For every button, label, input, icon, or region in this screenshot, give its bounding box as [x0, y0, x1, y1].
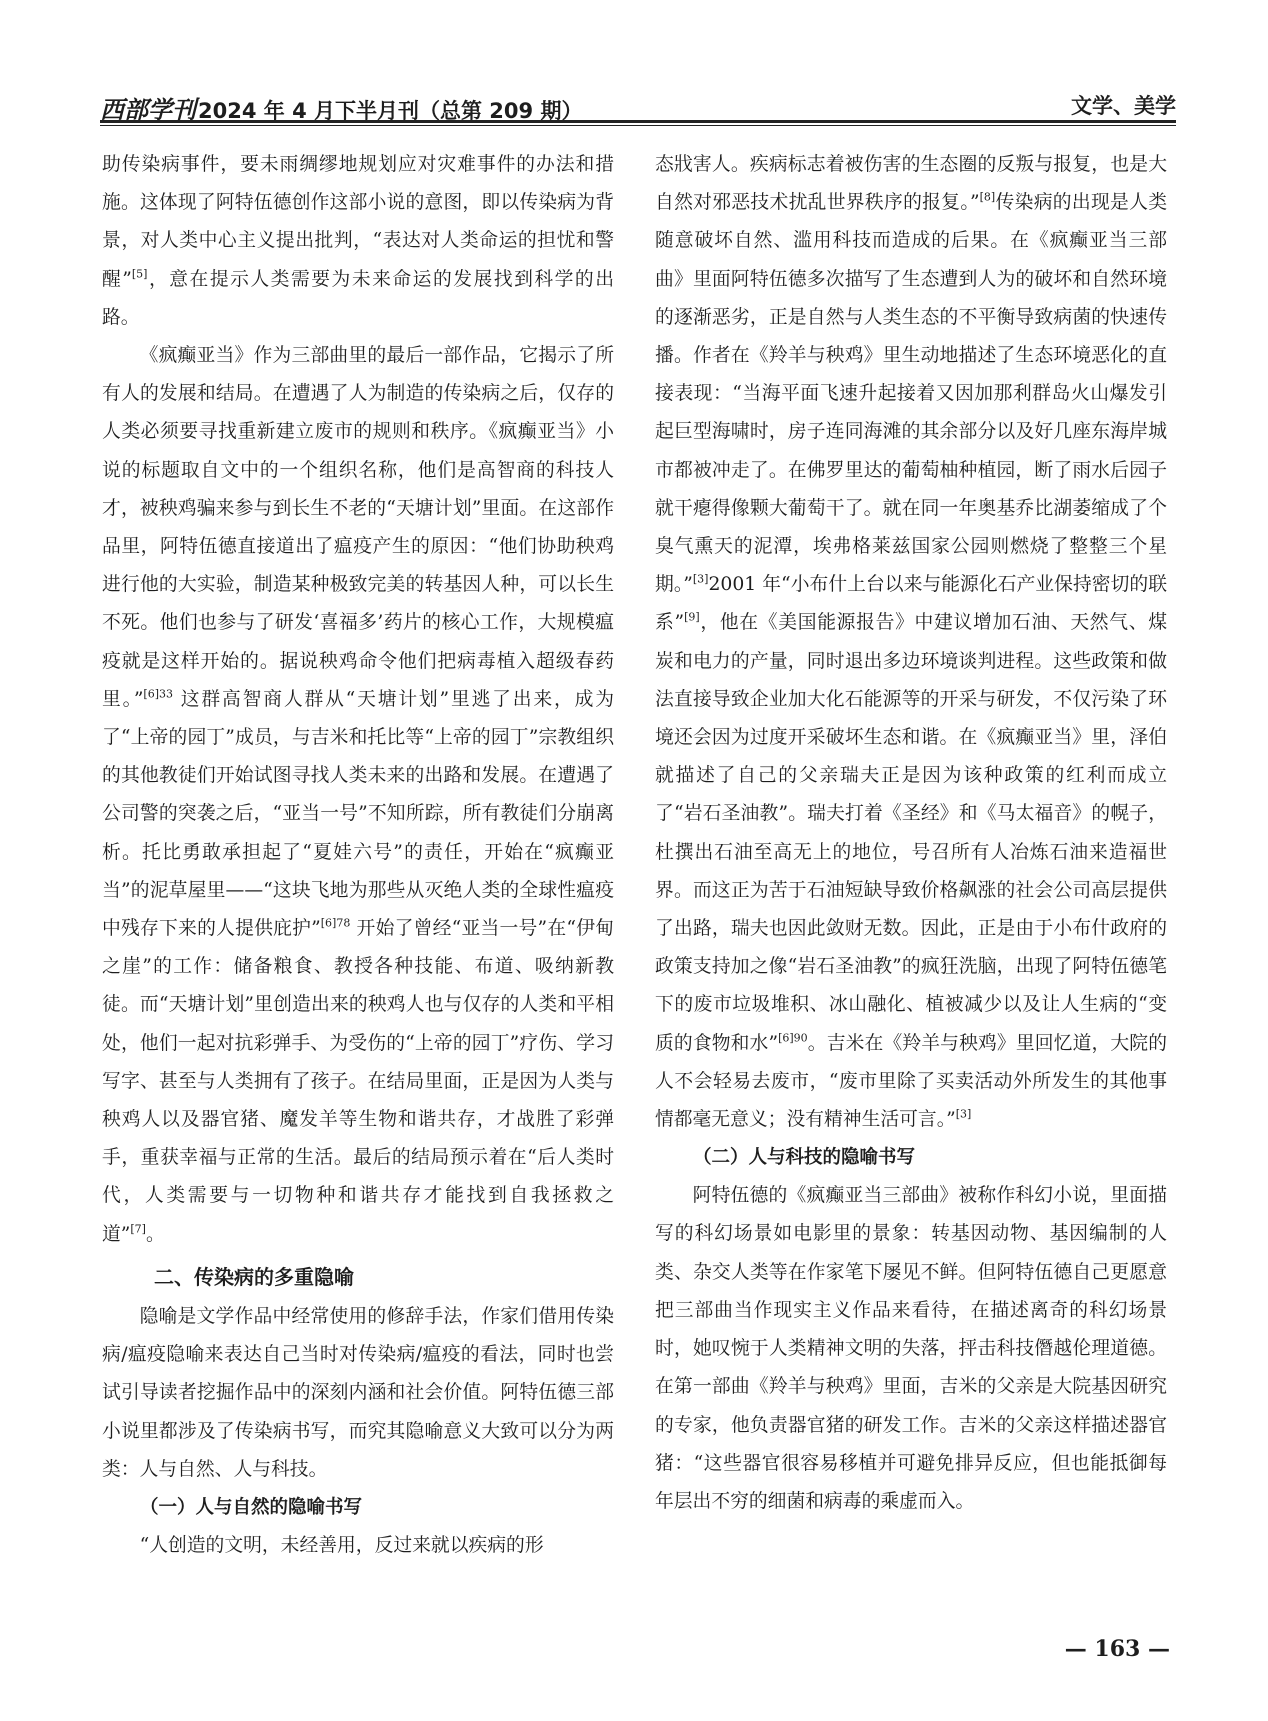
- citation: [3]: [955, 1107, 972, 1121]
- subsection-heading: （一）人与自然的隐喻书写: [140, 1496, 363, 1518]
- right-column: [655, 146, 1167, 1646]
- page-number: — 163 —: [1064, 1636, 1170, 1662]
- citation: [7]: [130, 1222, 146, 1236]
- text: 2001 年“小布什上台以来与能源化石产业保持密切的联系”: [655, 574, 1167, 634]
- section-label: 文学、美学: [1071, 94, 1176, 118]
- text: 《疯癫亚当》作为三部曲里的最后一部作品，它揭示了所有人的发展和结局。在遭遇了人为制造的传染病之后，仅存的人类必须要寻找重新建立废市的规则和秩序。《疯癫亚当》小说的标题取自文中的一个组织名称，他们是高智商的科技人才，被秧鸡骗来参与到长生不老的“天塘计划”里面。在这部作品里，阿特伍德直接道出了瘟疫产生的原因：“他们协助秧鸡进行他的大实验，制造某种极致完美的转基因人种，可以长生不死。他们也参与了研发‘喜福多’药片的核心工作，大规模瘟疫就是这样开始的。据说秧鸡命令他们把病毒植入超级春药里。”: [102, 345, 614, 710]
- paragraph: [102, 146, 614, 337]
- text: ，意在提示人类需要为未来命运的发展找到科学的出路。: [102, 268, 614, 328]
- text: 传染病的出现是人类随意破坏自然、滥用科技而造成的后果。在《疯癫亚当三部曲》里面阿特伍德多次描写了生态遭到人为的破坏和自然环境的逐渐恶劣，正是自然与人类生态的不平衡导致病菌的快速传播。作者在《羚羊与秧鸡》里生动地描述了生态环境恶化的直接表现：“当海平面飞速升起接着又因加那利群岛火山爆发引起巨型海啸时，房子连同海滩的其余部分以及好几座东海岸城市都被冲走了。在佛罗里达的葡萄柚种植园，断了雨水后园子就干瘪得像颗大葡萄干了。就在同一年奥基乔比湖萎缩成了个臭气熏天的泥潭，埃弗格莱兹国家公园则燃烧了整整三个星期。”: [655, 192, 1167, 596]
- header-rule-thick: [100, 120, 1176, 123]
- paragraph: 阿特伍德的《疯癫亚当三部曲》被称作科幻小说，里面描写的科幻场景如电影里的景象：转基因动物、基因编制的人类、杂交人类等在作家笔下屡见不鲜。但阿特伍德自己更愿意把三部曲当作现实主义作品来看待，在描述离奇的科幻场景时，她叹惋于人类精神文明的失落，抨击科技僭越伦理道德。在第一部曲《羚羊与秧鸡》里面，吉米的父亲是大院基因研究的专家，他负责器官猪的研发工作。吉米的父亲这样描述器官猪：“这些器官很容易移植并可避免排异反应，但也能抵御每年层出不穷的细菌和病毒的乘虚而入。: [655, 1185, 1167, 1512]
- issue-info: 2024 年 4 月下半月刊（总第 209 期）: [198, 99, 583, 123]
- paragraph: “人创造的文明，未经善用，反过来就以疾病的形: [139, 1534, 544, 1556]
- header-rule-thin: [100, 125, 1176, 126]
- citation: [3]: [692, 572, 709, 586]
- running-header: [100, 88, 1176, 124]
- citation: [5]: [131, 267, 148, 281]
- section-heading: 二、传染病的多重隐喻: [154, 1264, 354, 1289]
- citation: [6]90: [778, 1031, 808, 1045]
- text: 态戕害人。疾病标志着被伤害的生态圈的反叛与报复，也是大自然对邪恶技术扰乱世界秩序的报复。”: [655, 154, 1167, 214]
- citation: [6]78: [320, 916, 351, 930]
- paragraph: [102, 337, 614, 1254]
- paragraph: [655, 146, 1167, 1139]
- citation: [6]33: [143, 687, 174, 701]
- text: 。: [145, 1223, 165, 1245]
- left-column: [102, 146, 614, 1646]
- text: 这群高智商人群从“天塘计划”里逃了出来，成为了“上帝的园丁”成员，与吉米和托比等“上帝的园丁”宗教组织的其他教徒们开始试图寻找人类未来的出路和发展。在遭遇了公司警的突袭之后，“亚当一号”不知所踪，所有教徒们分崩离析。托比勇敢承担起了“夏娃六号”的责任，开始在“疯癫亚当”的泥草屋里——“这块飞地为那些从灭绝人类的全球性瘟疫中残存下来的人提供庇护”: [102, 688, 614, 940]
- text: 助传染病事件，要未雨绸缪地规划应对灾难事件的办法和措施。这体现了阿特伍德创作这部小说的意图，即以传染病为背景，对人类中心主义提出批判，“表达对人类命运的担忧和警醒”: [102, 154, 614, 290]
- journal-logo: 西部学刊: [100, 95, 196, 124]
- citation: [8]: [979, 190, 996, 204]
- citation: [9]: [684, 611, 700, 625]
- text: ，他在《美国能源报告》中建议增加石油、天然气、煤炭和电力的产量，同时退出多边环境谈判进程。这些政策和做法直接导致企业加大化石能源等的开采与研发，不仅污染了环境还会因为过度开采破坏生态和谐。在《疯癫亚当》里，泽伯就描述了自己的父亲瑞夫正是因为该种政策的红利而成立了“岩石圣油教”。瑞夫打着《圣经》和《马太福音》的幌子，杜撰出石油至高无上的地位，号召所有人冶炼石油来造福世界。而这正为苦于石油短缺导致价格飙涨的社会公司高层提供了出路，瑞夫也因此敛财无数。因此，正是由于小布什政府的政策支持加之像“岩石圣油教”的疯狂洗脑，出现了阿特伍德笔下的废市垃圾堆积、冰山融化、植被减少以及让人生病的“变质的食物和水”: [655, 612, 1167, 1054]
- text: 开始了曾经“亚当一号”在“伊甸之崖”的工作：储备粮食、教授各种技能、布道、吸纳新教徒。而“天塘计划”里创造出来的秧鸡人也与仅存的人类和平相处，他们一起对抗彩弹手、为受伤的“上帝的园丁”疗伤、学习写字、甚至与人类拥有了孩子。在结局里面，正是因为人类与秧鸡人以及器官猪、魔发羊等生物和谐共存，才战胜了彩弹手，重获幸福与正常的生活。最后的结局预示着在“后人类时代，人类需要与一切物种和谐共存才能找到自我拯救之道”: [102, 918, 614, 1245]
- paragraph: 隐喻是文学作品中经常使用的修辞手法，作家们借用传染病/瘟疫隐喻来表达自己当时对传染病/瘟疫的看法，同时也尝试引导读者挖掘作品中的深刻内涵和社会价值。阿特伍德三部小说里都涉及了传染病书写，而究其隐喻意义大致可以分为两类：人与自然、人与科技。: [102, 1305, 614, 1480]
- subsection-heading: （二）人与科技的隐喻书写: [693, 1147, 916, 1169]
- text: 。吉米在《羚羊与秧鸡》里回忆道，大院的人不会轻易去废市，“废市里除了买卖活动外所发生的其他事情都毫无意义；没有精神生活可言。”: [655, 1032, 1167, 1131]
